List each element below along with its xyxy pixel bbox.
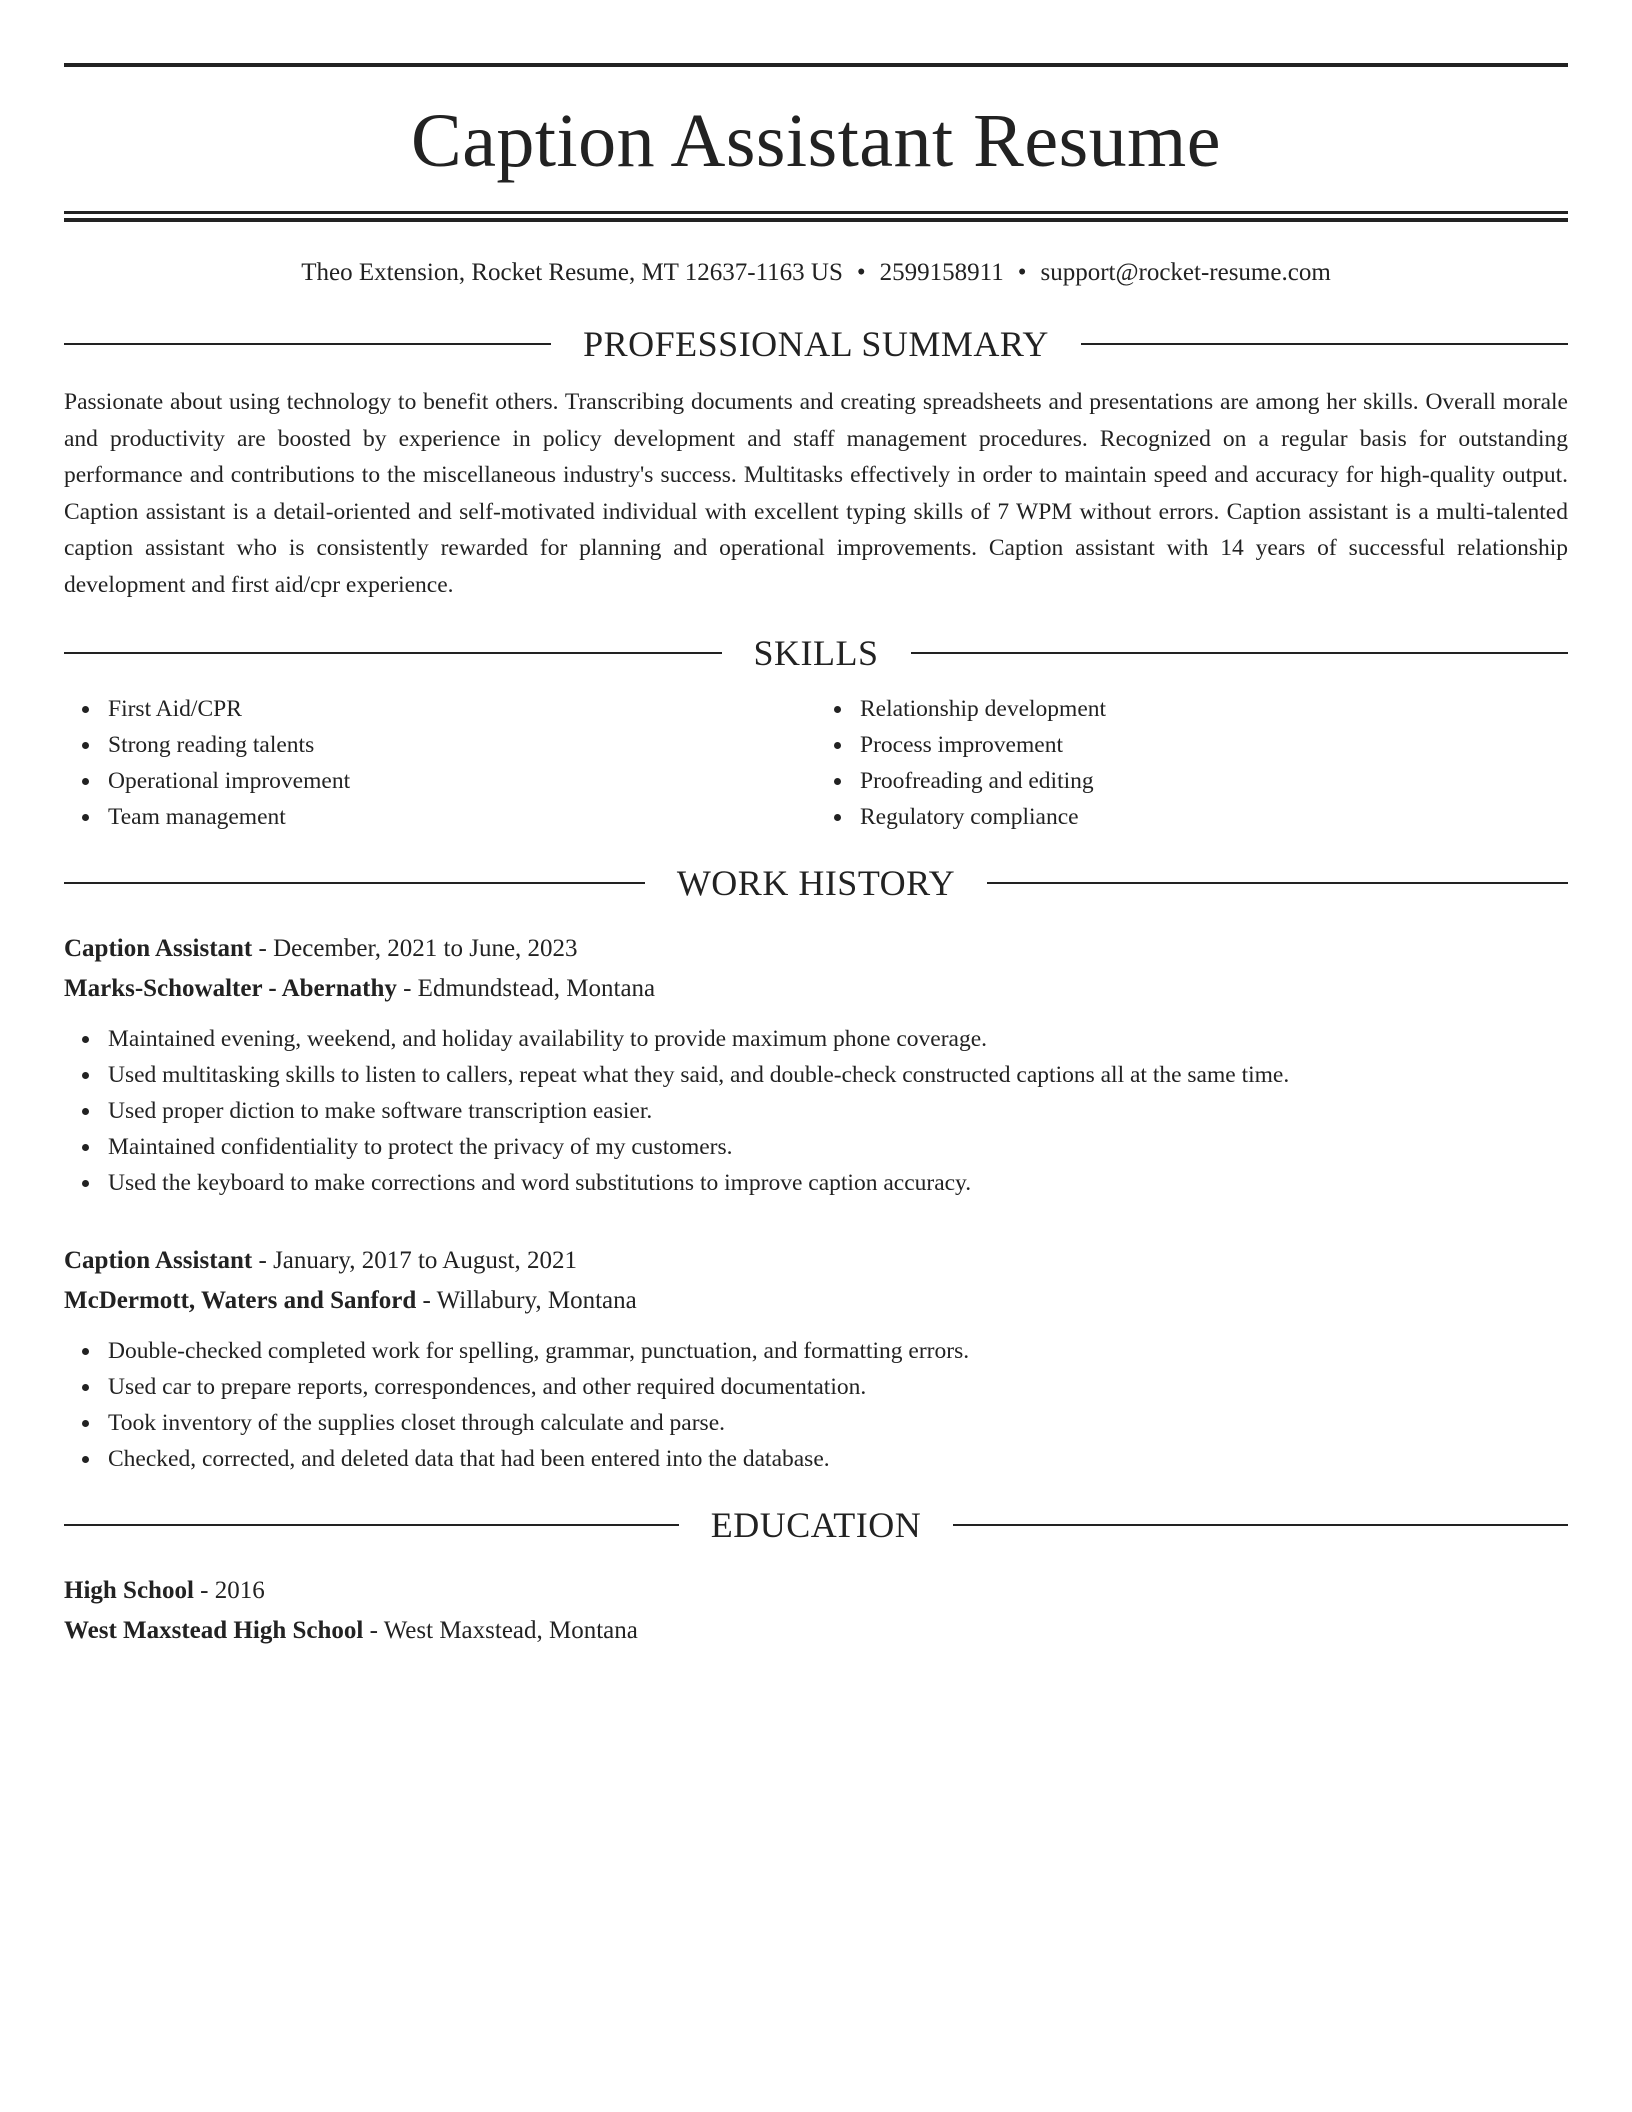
section-rule-left — [64, 343, 551, 345]
section-rule-right — [911, 652, 1569, 654]
section-rule-left — [64, 882, 645, 884]
section-title: WORK HISTORY — [676, 863, 956, 903]
top-rule — [64, 63, 1568, 67]
skill-item: Strong reading talents — [108, 727, 816, 763]
professional-summary-text: Passionate about using technology to benefit others. Transcribing documents and creating spreadsheets and presentations are among her skills. Overall morale and productivity are boosted by experience in policy development and staff management procedures. Recognized on a regular basis for outstanding performance and contributions to the miscellaneous industry's success. Multitasks effectively in order to maintain speed and accuracy for high-quality output. Caption assistant is a detail-oriented and self-motivated individual with excellent typing skills of 7 WPM without errors. Caption assistant is a multi-talented caption assistant who is consistently rewarded for planning and operational improvements. Caption assistant with 14 years of successful relationship development and first aid/cpr experience. — [64, 389, 1568, 598]
job-duty-item: Took inventory of the supplies closet through calculate and parse. — [108, 1405, 1568, 1441]
section-title: SKILLS — [753, 633, 879, 673]
job-title-line — [64, 1241, 1568, 1281]
contact-address: Theo Extension, Rocket Resume, MT 12637-1163 US — [301, 259, 843, 286]
job-duty-item: Used multitasking skills to listen to callers, repeat what they said, and double-check constructed captions all at the same time. — [108, 1057, 1568, 1093]
job-entry — [64, 929, 1568, 1201]
skill-item: Relationship development — [860, 691, 1568, 727]
education-degree-line — [64, 1571, 1568, 1611]
job-company: McDermott, Waters and Sanford — [64, 1287, 417, 1314]
education-school-line — [64, 1611, 1568, 1651]
skills-list — [64, 691, 1568, 835]
education-school: West Maxstead High School — [64, 1617, 364, 1644]
job-dates: - December, 2021 to June, 2023 — [252, 935, 578, 962]
job-title: Caption Assistant — [64, 935, 253, 962]
job-location: - Edmundstead, Montana — [396, 975, 656, 1002]
section-rule-right — [1081, 343, 1568, 345]
job-company: Marks-Schowalter - Abernathy — [64, 975, 397, 1002]
job-duty-item: Maintained confidentiality to protect the privacy of my customers. — [108, 1129, 1568, 1165]
contact-line — [64, 258, 1568, 288]
job-duty-item: Maintained evening, weekend, and holiday availability to provide maximum phone coverage. — [108, 1021, 1568, 1057]
contact-separator: • — [856, 259, 866, 286]
resume-title: Caption Assistant Resume — [411, 99, 1221, 183]
job-location: - Willabury, Montana — [416, 1287, 637, 1314]
job-duty-item: Checked, corrected, and deleted data that had been entered into the database. — [108, 1441, 1568, 1477]
section-heading-education — [64, 1507, 1568, 1543]
contact-email: support@rocket-resume.com — [1040, 259, 1331, 286]
skills-column-right — [816, 691, 1568, 835]
section-rule-right — [953, 1524, 1568, 1526]
skill-item: First Aid/CPR — [108, 691, 816, 727]
education-year: - 2016 — [193, 1577, 265, 1604]
skills-column-left — [64, 691, 816, 835]
education-location: - West Maxstead, Montana — [363, 1617, 638, 1644]
section-rule-left — [64, 652, 722, 654]
contact-separator: • — [1017, 259, 1027, 286]
job-duty-item: Double-checked completed work for spelling, grammar, punctuation, and formatting errors. — [108, 1333, 1568, 1369]
job-title: Caption Assistant — [64, 1247, 253, 1274]
job-duty-item: Used proper diction to make software transcription easier. — [108, 1093, 1568, 1129]
section-title: PROFESSIONAL SUMMARY — [583, 324, 1049, 364]
skill-item: Team management — [108, 799, 816, 835]
job-company-line — [64, 1281, 1568, 1321]
education-degree: High School — [64, 1577, 194, 1604]
section-rule-right — [987, 882, 1568, 884]
title-double-rule — [64, 211, 1568, 222]
contact-phone: 2599158911 — [879, 259, 1004, 286]
job-title-line — [64, 929, 1568, 969]
section-heading-skills — [64, 635, 1568, 671]
skill-item: Proofreading and editing — [860, 763, 1568, 799]
section-rule-left — [64, 1524, 679, 1526]
job-entry — [64, 1241, 1568, 1477]
section-title: EDUCATION — [710, 1505, 922, 1545]
job-duty-item: Used car to prepare reports, correspondences, and other required documentation. — [108, 1369, 1568, 1405]
job-duty-item: Used the keyboard to make corrections and word substitutions to improve caption accuracy. — [108, 1165, 1568, 1201]
skill-item: Operational improvement — [108, 763, 816, 799]
job-duties-list — [64, 1021, 1568, 1201]
job-company-line — [64, 969, 1568, 1009]
education-entry — [64, 1571, 1568, 1651]
section-heading-work-history — [64, 865, 1568, 901]
section-heading-summary — [64, 326, 1568, 362]
job-dates: - January, 2017 to August, 2021 — [252, 1247, 577, 1274]
skill-item: Process improvement — [860, 727, 1568, 763]
job-duties-list — [64, 1333, 1568, 1477]
skill-item: Regulatory compliance — [860, 799, 1568, 835]
